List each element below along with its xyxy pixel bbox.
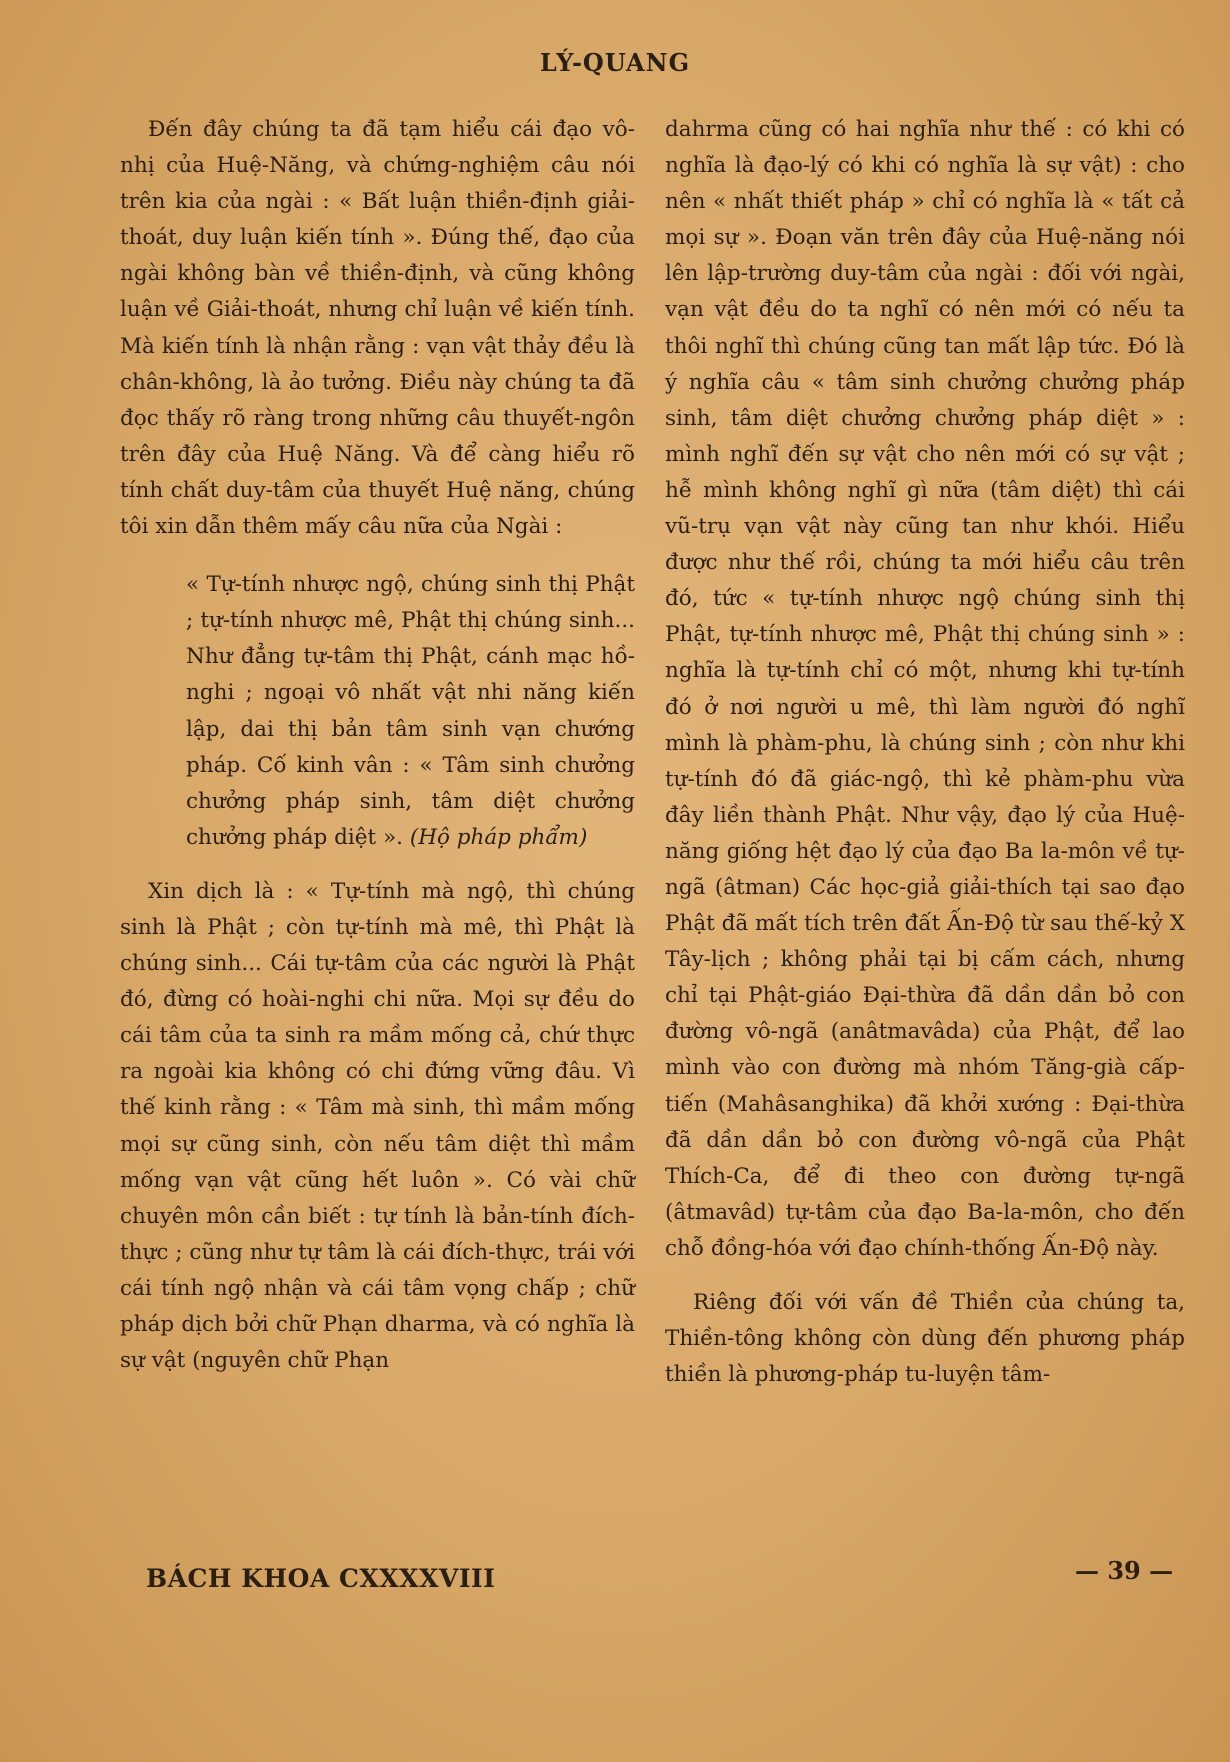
running-title: LÝ-QUANG	[539, 48, 691, 77]
paragraph: Xin dịch là : « Tự-tính mà ngộ, thì chúng sinh là Phật ; còn tự-tính mà mê, thì Phật là chúng sinh... Cái tự-tâm của các người là Phật đó, đừng có hoài-nghi chi nữa. Mọi sự đều do cái tâm của ta sinh ra mầm mống cả, chứ thực ra ngoài kia không có chi đứng vững đâu. Vì thế kinh rằng : « Tâm mà sinh, thì mầm mống mọi sự cũng sinh, còn nếu tâm diệt thì mầm mống vạn vật cũng hết luôn ». Có vài chữ chuyên môn cần biết : tự tính là bản-tính đích-thực ; cũng như tự tâm là cái đích-thực, trái với cái tính ngộ nhận và cái tâm vọng chấp ; chữ pháp dịch bởi chữ Phạn dharma, và có nghĩa là sự vật (nguyên chữ Phạn	[120, 878, 635, 1374]
quote-text: « Tự-tính nhược ngộ, chúng sinh thị Phật ; tự-tính nhược mê, Phật thị chúng sinh... Như đẳng tự-tâm thị Phật, cánh mạc hồ-nghi ; ngoại vô nhất vật nhi năng kiến lập, dai thị bản tâm sinh vạn chướng pháp. Cố kinh vân : « Tâm sinh chưởng chưởng pháp sinh, tâm diệt chưởng chưởng pháp diệt ».	[186, 572, 635, 850]
page-number: — 39 —	[1075, 1556, 1174, 1585]
paragraph: dahrma cũng có hai nghĩa như thế : có khi có nghĩa là đạo-lý có khi có nghĩa là sự vật) : cho nên « nhất thiết pháp » chỉ có nghĩa là « tất cả mọi sự ». Đoạn văn trên đây của Huệ-năng nói lên lập-trường duy-tâm của ngài : đối với ngài, vạn vật đều do ta nghĩ có nên mới có nếu ta thôi nghĩ thì chúng cũng tan mất lập tức. Đó là ý nghĩa câu « tâm sinh chưởng chưởng pháp sinh, tâm diệt chưởng chưởng pháp diệt » : mình nghĩ đến sự vật cho nên mới có sự vật ; hễ mình không nghĩ gì nữa (tâm diệt) thì cái vũ-trụ vạn vật này cũng tan như khói. Hiểu được như thế rồi, chúng ta mới hiểu câu trên đó, tức « tự-tính nhược ngộ chúng sinh thị Phật, tự-tính nhược mê, Phật thị chúng sinh » : nghĩa là tự-tính chỉ có một, nhưng khi tự-tính đó ở nơi người u mê, thì làm người đó nghĩ mình là phàm-phu, là chúng sinh ; còn như khi tự-tính đó đã giác-ngộ, thì kẻ phàm-phu vừa đây liền thành Phật. Như vậy, đạo lý của Huệ-năng giống hệt đạo lý của đạo Ba la-môn về tự-ngã (âtman) Các học-giả giải-thích tại sao đạo Phật đã mất tích trên đất Ấn-Độ từ sau thế-kỷ X Tây-lịch ; không phải tại bị cấm cách, nhưng chỉ tại Phật-giáo Đại-thừa đã dần dần bỏ con đường vô-ngã (anâtmavâda) của Phật, để lao mình vào con đường mà nhóm Tăng-già cấp-tiến (Mahâsanghika) đã khởi xướng : Đại-thừa đã dần dần bỏ con đường vô-ngã của Phật Thích-Ca, để đi theo con đường tự-ngã (âtmavâd) tự-tâm của đạo Ba-la-môn, cho đến chỗ đồng-hóa với đạo chính-thống Ấn-Độ này.	[665, 117, 1185, 1261]
right-column	[665, 112, 1185, 1393]
paragraph: Riêng đối với vấn đề Thiền của chúng ta, Thiền-tông không còn dùng đến phương pháp thiền là phương-pháp tu-luyện tâm-	[665, 1290, 1185, 1388]
left-column	[120, 112, 635, 1379]
block-quote	[186, 567, 635, 856]
paragraph: Đến đây chúng ta đã tạm hiểu cái đạo vô-nhị của Huệ-Năng, và chứng-nghiệm câu nói trên kia của ngài : « Bất luận thiền-định giải-thoát, duy luận kiến tính ». Đúng thế, đạo của ngài không bàn về thiền-định, và cũng không luận về Giải-thoát, nhưng chỉ luận về kiến tính. Mà kiến tính là nhận rằng : vạn vật thảy đều là chân-không, là ảo tưởng. Điều này chúng ta đã đọc thấy rõ ràng trong những câu thuyết-ngôn trên đây của Huệ Năng. Và để càng hiểu rõ tính chất duy-tâm của thuyết Huệ năng, chúng tôi xin dẫn thêm mấy câu nữa của Ngài :	[120, 117, 635, 540]
quote-source: (Hộ pháp phẩm)	[409, 824, 588, 850]
magazine-issue: BÁCH KHOA CXXXXVIII	[146, 1564, 496, 1593]
